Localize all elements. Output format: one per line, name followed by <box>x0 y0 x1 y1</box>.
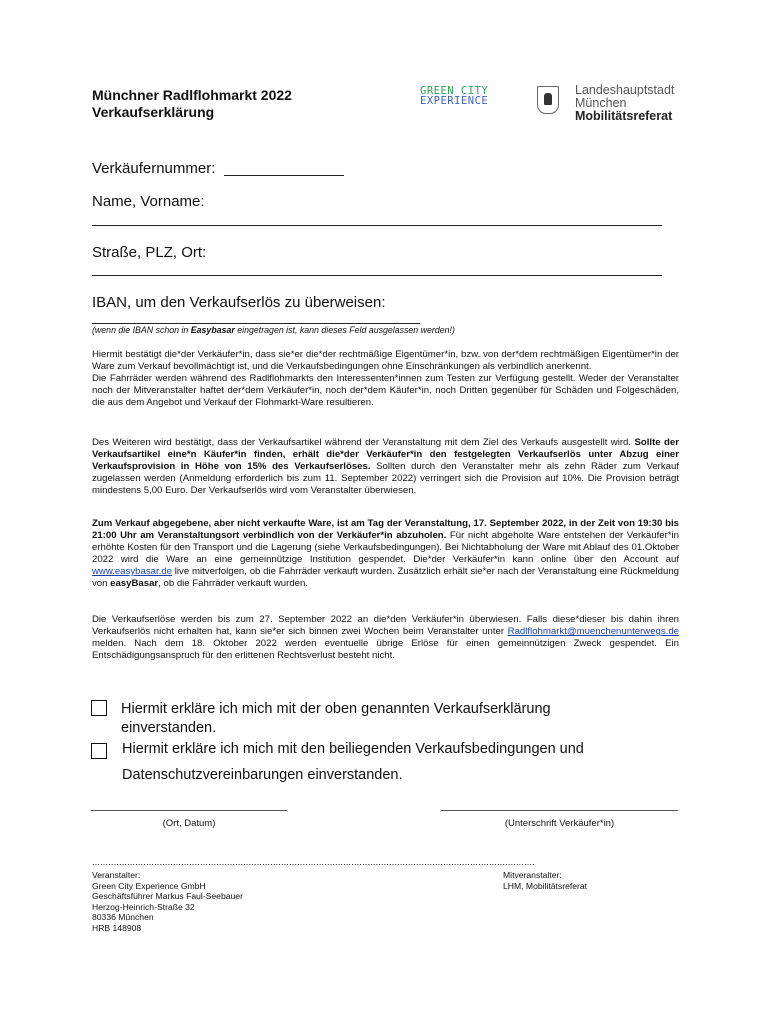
checkbox-conditions-label: Hiermit erkläre ich mich mit den beiliegenden Verkaufsbedingungen und Datenschutzvereinbarungen einverstanden. <box>122 741 584 783</box>
paragraph-sales: Des Weiteren wird bestätigt, dass der Verkaufsartikel während der Veranstaltung mit dem Ziel des Verkaufs ausgestellt wird. Sollte der Verkaufsartikel eine*n Käufer*in finden, erhält die*der Verkäufer*in den festgelegten Verkaufserlös unter Abzug einer Verkaufsprovision in Höhe von 15% des Verkaufserlöses. Sollten durch den Veranstalter mehr als zehn Räder zum Verkauf zugelassen werden (Anmeldung erforderlich bis zum 11. September 2022) verringert sich die Provision auf 10%. Die Provision beträgt mindestens 5,00 Euro. Der Verkaufserlös wird vom Veranstalter überwiesen. <box>92 437 679 496</box>
signature-label: (Unterschrift Verkäufer*in) <box>504 818 615 829</box>
paragraph-ownership: Hiermit bestätigt die*der Verkäufer*in, dass sie*er die*der rechtmäßige Eigentümer*in, bzw. von der*dem rechtmäßigen Eigentümer*in der Ware zum Verkauf bevollmächtigt ist, und die Verkaufsbedingungen ohne Einschränkungen als verbindlich anerkennt. <box>92 349 679 372</box>
footer-divider: .................................................................................................................................................................... <box>92 857 535 867</box>
address-label: Straße, PLZ, Ort: <box>92 244 207 261</box>
iban-label: IBAN, um den Verkaufserlös zu überweisen: <box>92 294 386 311</box>
name-field[interactable] <box>92 225 662 226</box>
checkbox-declaration[interactable] <box>91 700 107 716</box>
paragraph-payout: Die Verkaufserlöse werden bis zum 27. September 2022 an die*den Verkäufer*in überwiesen. Falls diese*dieser bis dahin ihren Verkaufserlös nicht erhalten hat, kann sie*er sich binnen zwei Wochen beim Veranstalter unter Radlflohmarkt@muenchenunterwegs.de melden. Nach dem 18. Oktober 2022 werden eventuelle übrige Erlöse für einen gemeinnützigen Zweck gespendet. Ein Entschädigungsanspruch für den erlittenen Rechtsverlust besteht nicht. <box>92 614 679 661</box>
seller-number-field[interactable] <box>224 175 344 176</box>
checkbox-declaration-label: Hiermit erkläre ich mich mit der oben genannten Verkaufserklärung einverstanden. <box>121 701 551 736</box>
footer-co-organizer: Mitveranstalter: LHM, Mobilitätsreferat <box>503 870 588 891</box>
title-line-2: Verkaufserklärung <box>92 104 215 120</box>
iban-note: (wenn die IBAN schon in Easybasar eingetragen ist, kann dieses Feld ausgelassen werden!) <box>92 325 455 335</box>
signature-field[interactable] <box>441 810 678 811</box>
place-date-label: (Ort, Datum) <box>162 818 216 829</box>
checkbox-conditions[interactable] <box>91 743 107 759</box>
green-city-logo <box>420 86 488 106</box>
footer-organizer: Veranstalter: Green City Experience GmbH Geschäftsführer Markus Faul-Seebauer Herzog-Heinrich-Straße 32 80336 München HRB 148908 <box>92 870 243 933</box>
lhm-logo-line3: Mobilitätsreferat <box>575 109 673 123</box>
seller-number-label: Verkäufernummer: <box>92 160 216 177</box>
lhm-logo-text <box>575 84 674 123</box>
email-link[interactable]: Radlflohmarkt@muenchenunterwegs.de <box>507 626 679 637</box>
munich-crest-icon <box>537 86 559 114</box>
easybasar-link[interactable]: www.easybasar.de <box>92 566 172 577</box>
iban-field[interactable] <box>92 323 420 324</box>
name-label: Name, Vorname: <box>92 193 205 210</box>
lhm-logo-line2: München <box>575 96 627 110</box>
green-city-logo-line2: EXPERIENCE <box>420 95 489 107</box>
green-city-logo-line1: GREEN CITY <box>420 85 489 97</box>
address-field[interactable] <box>92 275 662 276</box>
title-line-1: Münchner Radlflohmarkt 2022 <box>92 87 292 103</box>
paragraph-confirmation <box>92 349 679 409</box>
document-title <box>92 87 292 121</box>
lhm-logo-line1: Landeshauptstadt <box>575 83 675 97</box>
place-date-field[interactable] <box>91 810 287 811</box>
paragraph-liability: Die Fahrräder werden während des Radlflohmarkts den Interessenten*innen zum Testen zur Verfügung gestellt. Weder der Veranstalter noch der Mitveranstalter haftet der*dem Verkäufer*in, noch der*dem Käufer*in, noch Dritten gegenüber für Schäden und Folgeschäden, die aus dem Angebot und Verkauf der Flohmarkt-Ware resultieren. <box>92 373 679 408</box>
paragraph-pickup: Zum Verkauf abgegebene, aber nicht verkaufte Ware, ist am Tag der Veranstaltung, 17. September 2022, in der Zeit von 19:30 bis 21:00 Uhr am Veranstaltungsort verbindlich von der Verkäufer*in abzuholen. Für nicht abgeholte Ware entstehen der Verkäufer*in erhöhte Kosten für den Transport und die Lagerung (siehe Verkaufsbedingungen). Bei Nichtabholung der Ware mit Ablauf des 01.Oktober 2022 wird die Ware an eine gemeinnützige Institution gespendet. Die*der Verkäufer*in kann online über den Account auf www.easybasar.de live mitverfolgen, ob die Fahrräder verkauft wurden. Zusätzlich erhält sie*er nach der Veranstaltung eine Rückmeldung von easyBasar, ob die Fahrräder verkauft wurden. <box>92 518 679 589</box>
